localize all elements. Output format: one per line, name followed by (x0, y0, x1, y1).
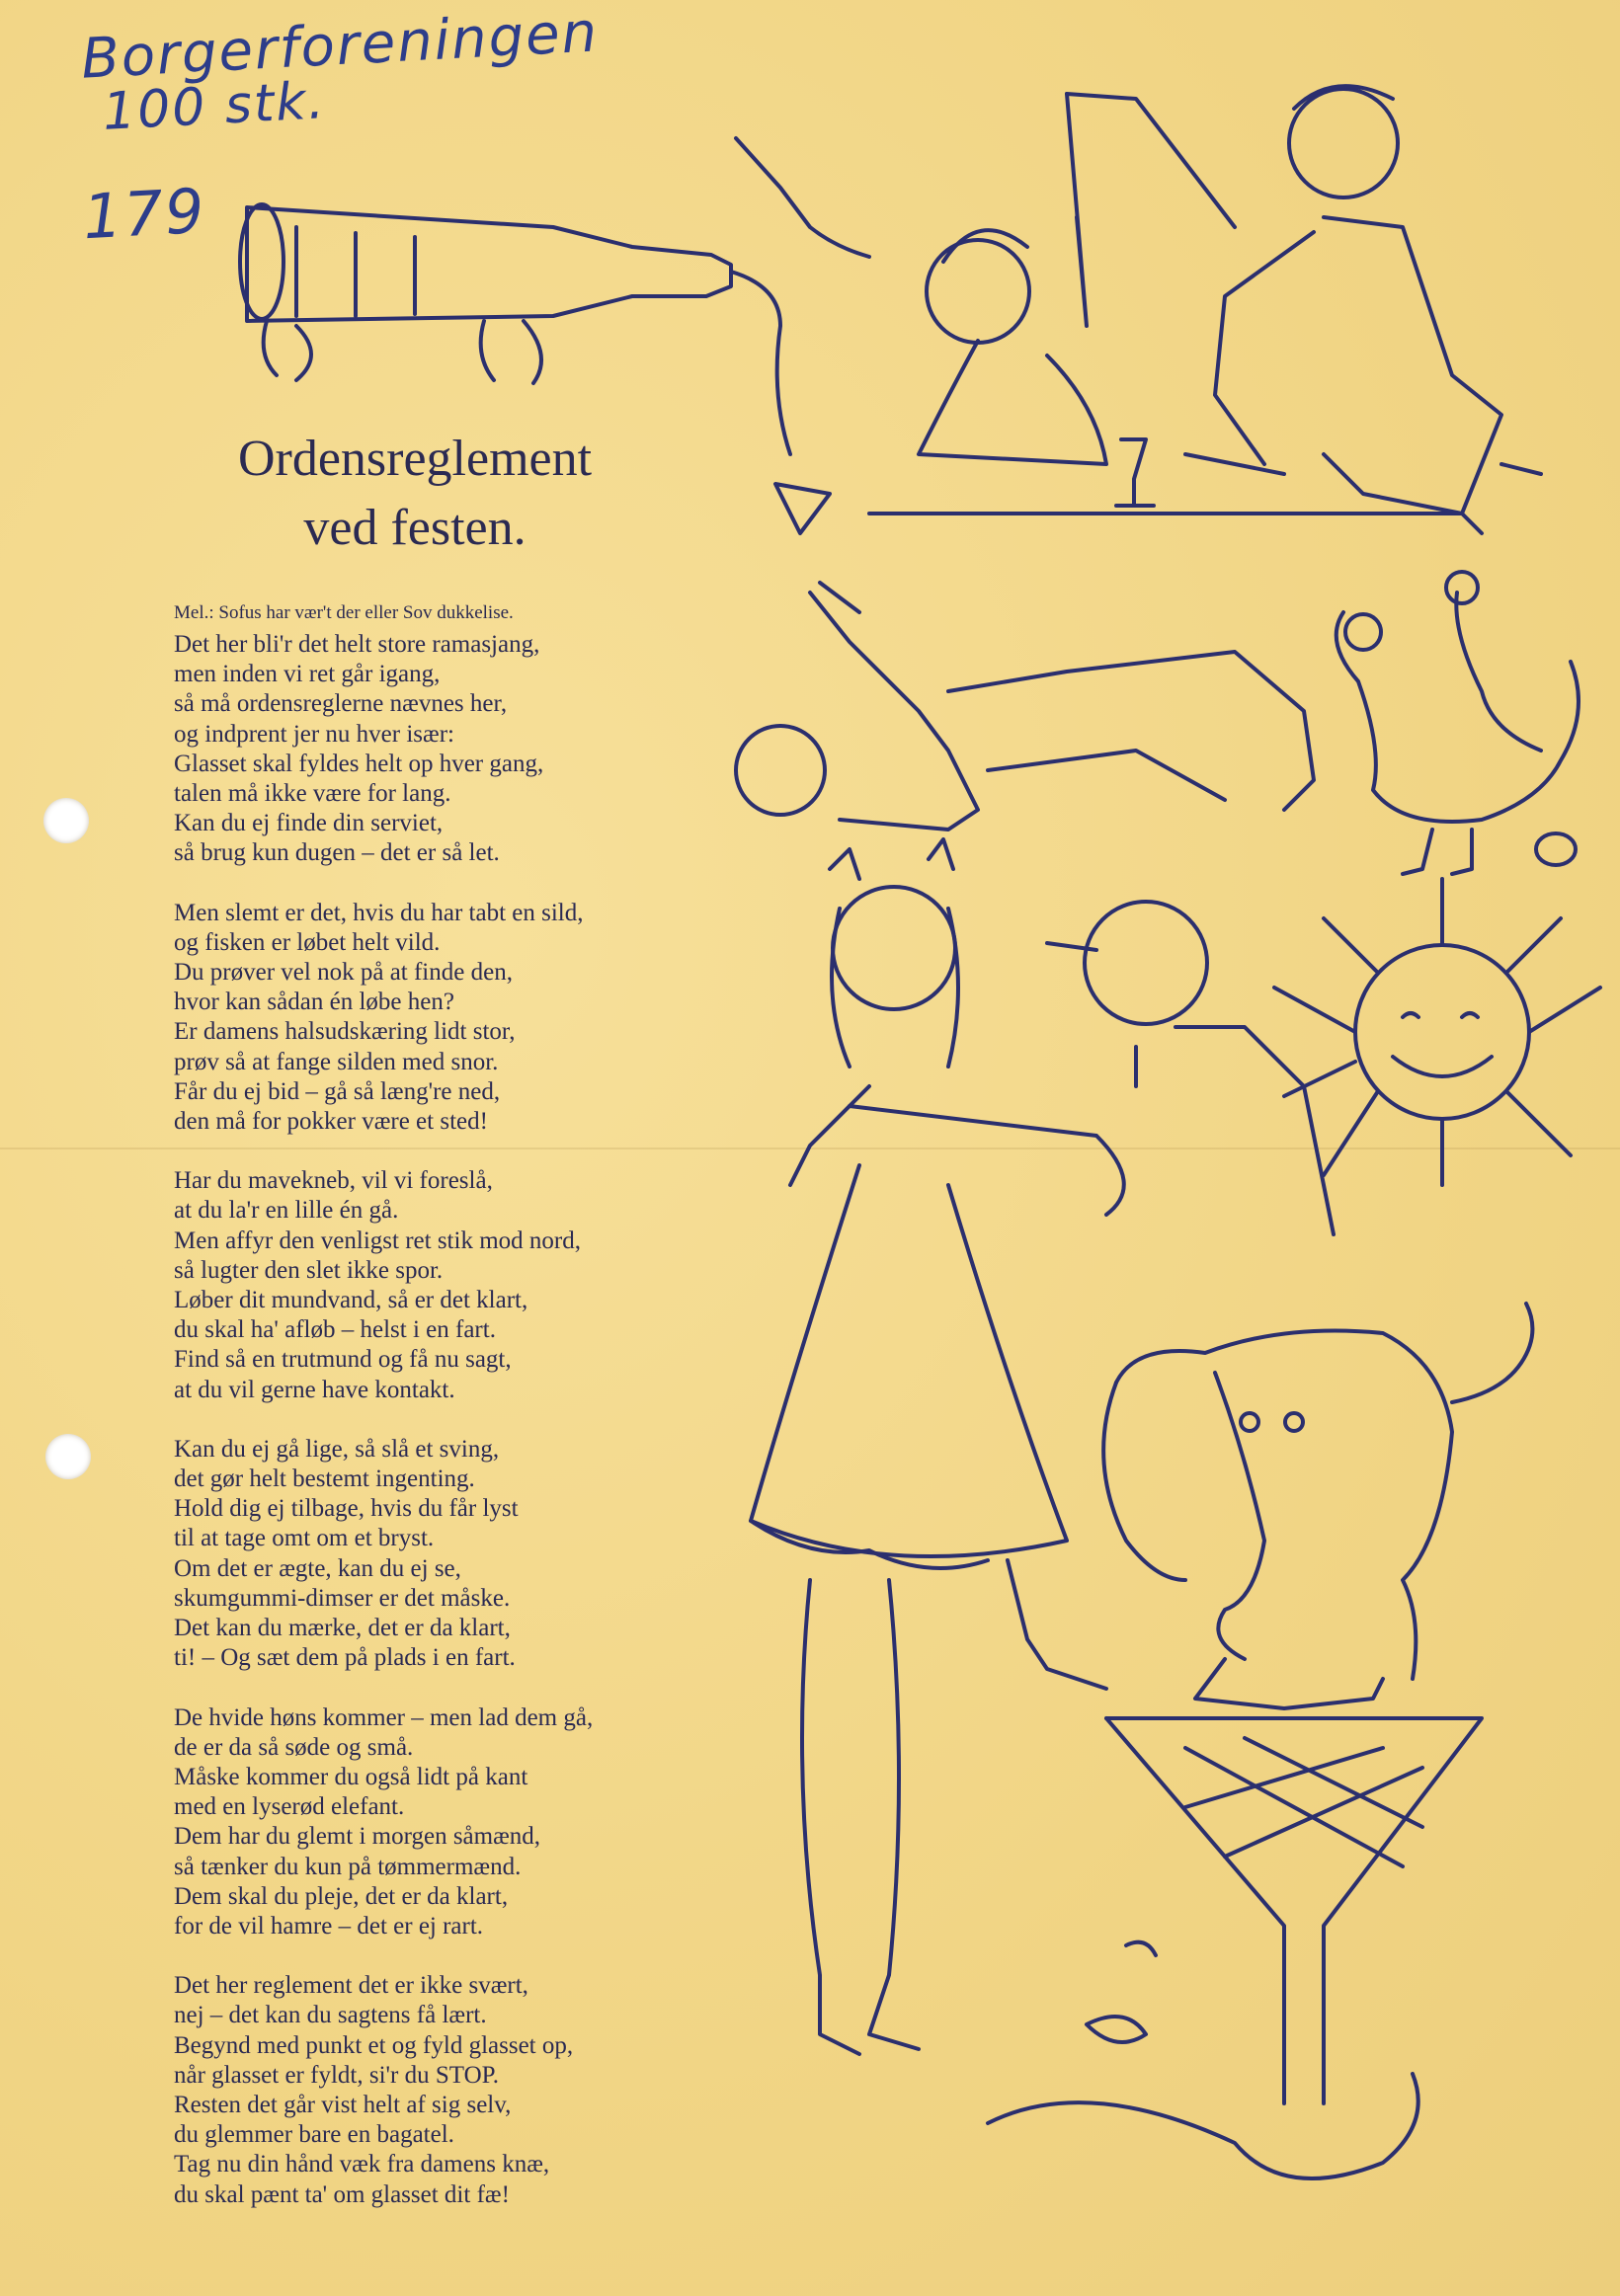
man-with-flag-illustration (1067, 86, 1541, 514)
poem-line: Glasset skal fyldes helt op hver gang, (174, 750, 544, 777)
poem-line: Dem skal du pleje, det er da klart, (174, 1882, 509, 1910)
poem-line: ti! – Og sæt dem på plads i en fart. (174, 1644, 516, 1672)
poem-line: og indprent jer nu hver især: (174, 720, 454, 748)
poem-line: Kan du ej finde din serviet, (174, 810, 444, 837)
poem-line: med en lyserød elefant. (174, 1793, 405, 1821)
poem-line: Tag nu din hånd væk fra damens knæ, (174, 2151, 550, 2178)
poem-line: Om det er ægte, kan du ej se, (174, 1554, 461, 1582)
poem-line: men inden vi ret går igang, (174, 661, 441, 688)
cocktail-glass-illustration (988, 1718, 1482, 2178)
handwritten-note-line2: 100 stk. (101, 71, 328, 142)
poem-line: så brug kun dugen – det er så let. (174, 839, 500, 867)
poem-line: Men slemt er det, hvis du har tabt en sild, (174, 899, 584, 926)
poem-line: de er da så søde og små. (174, 1733, 414, 1761)
poem-line: hvor kan sådan én løbe hen? (174, 989, 454, 1016)
poem-line: og fisken er løbet helt vild. (174, 928, 441, 956)
poem-line: til at tage omt om et bryst. (174, 1525, 435, 1552)
poem-line: Det kan du mærke, det er da klart, (174, 1615, 511, 1642)
poem-line: du skal ha' afløb – helst i en fart. (174, 1316, 496, 1344)
poem-line: Dem har du glemt i morgen såmænd, (174, 1823, 541, 1851)
poem-line: Løber dit mundvand, så er det klart, (174, 1287, 528, 1314)
poem-line: Er damens halsudskæring lidt stor, (174, 1018, 516, 1046)
poem-line: Har du mavekneb, vil vi foreslå, (174, 1167, 493, 1195)
poem-line: Får du ej bid – gå så læng're ned, (174, 1077, 501, 1105)
poem-line: De hvide høns kommer – men lad dem gå, (174, 1703, 594, 1731)
poem-line: Resten det går vist helt af sig selv, (174, 2091, 512, 2118)
poem-line: Det her bli'r det helt store ramasjang, (174, 631, 540, 658)
elephant-illustration (1103, 1304, 1532, 1708)
title-line-1: Ordensreglement (237, 431, 593, 487)
poem-line: skumgummi-dimser er det måske. (174, 1584, 511, 1612)
poem-line: så må ordensreglerne nævnes her, (174, 690, 508, 718)
poem-line: Hold dig ej tilbage, hvis du får lyst (174, 1495, 519, 1523)
poem-line: den må for pokker være et sted! (174, 1108, 488, 1136)
poem-line: så tænker du kun på tømmermænd. (174, 1853, 522, 1880)
dancing-couple-illustration (751, 839, 1334, 2054)
poem-line: Det her reglement det er ikke svært, (174, 1972, 528, 2000)
poem-line: at du la'r en lille én gå. (174, 1197, 399, 1225)
handwritten-number: 179 (81, 174, 208, 254)
poem-line: talen må ikke være for lang. (174, 780, 451, 808)
poem-line: for de vil hamre – det er ej rart. (174, 1912, 484, 1940)
poem-line: du glemmer bare en bagatel. (174, 2121, 454, 2149)
poem-line: Kan du ej gå lige, så slå et sving, (174, 1435, 500, 1463)
poem-line: når glasset er fyldt, si'r du STOP. (174, 2061, 500, 2089)
poem-line: det gør helt bestemt ingenting. (174, 1465, 475, 1493)
poem-line: Find så en trutmund og få nu sagt, (174, 1346, 512, 1374)
poem-line: Du prøver vel nok på at finde den, (174, 959, 513, 987)
bottle-illustration (240, 204, 790, 454)
poem-line: Men affyr den venligst ret stik mod nord, (174, 1227, 581, 1254)
poem-line: du skal pænt ta' om glasset dit fæ! (174, 2180, 510, 2208)
poem-line: Måske kommer du også lidt på kant (174, 1763, 528, 1790)
poem-line: at du vil gerne have kontakt. (174, 1376, 455, 1403)
poem-line: Begynd med punkt et og fyld glasset op, (174, 2031, 574, 2059)
sun-illustration (1274, 879, 1600, 1185)
reclining-man-illustration (736, 583, 1314, 830)
title-line-2: ved festen. (303, 500, 526, 556)
poem-line: prøv så at fange silden med snor. (174, 1048, 499, 1075)
handwritten-note-line1: Borgerforeningen (79, 0, 601, 92)
melody-note: Mel.: Sofus har vær't der eller Sov dukkelise. (174, 602, 514, 623)
poem-line: nej – det kan du sagtens få lært. (174, 2002, 487, 2029)
chickens-illustration (1336, 572, 1579, 874)
woman-at-table-illustration (736, 94, 1482, 533)
poem-line: så lugter den slet ikke spor. (174, 1256, 444, 1284)
